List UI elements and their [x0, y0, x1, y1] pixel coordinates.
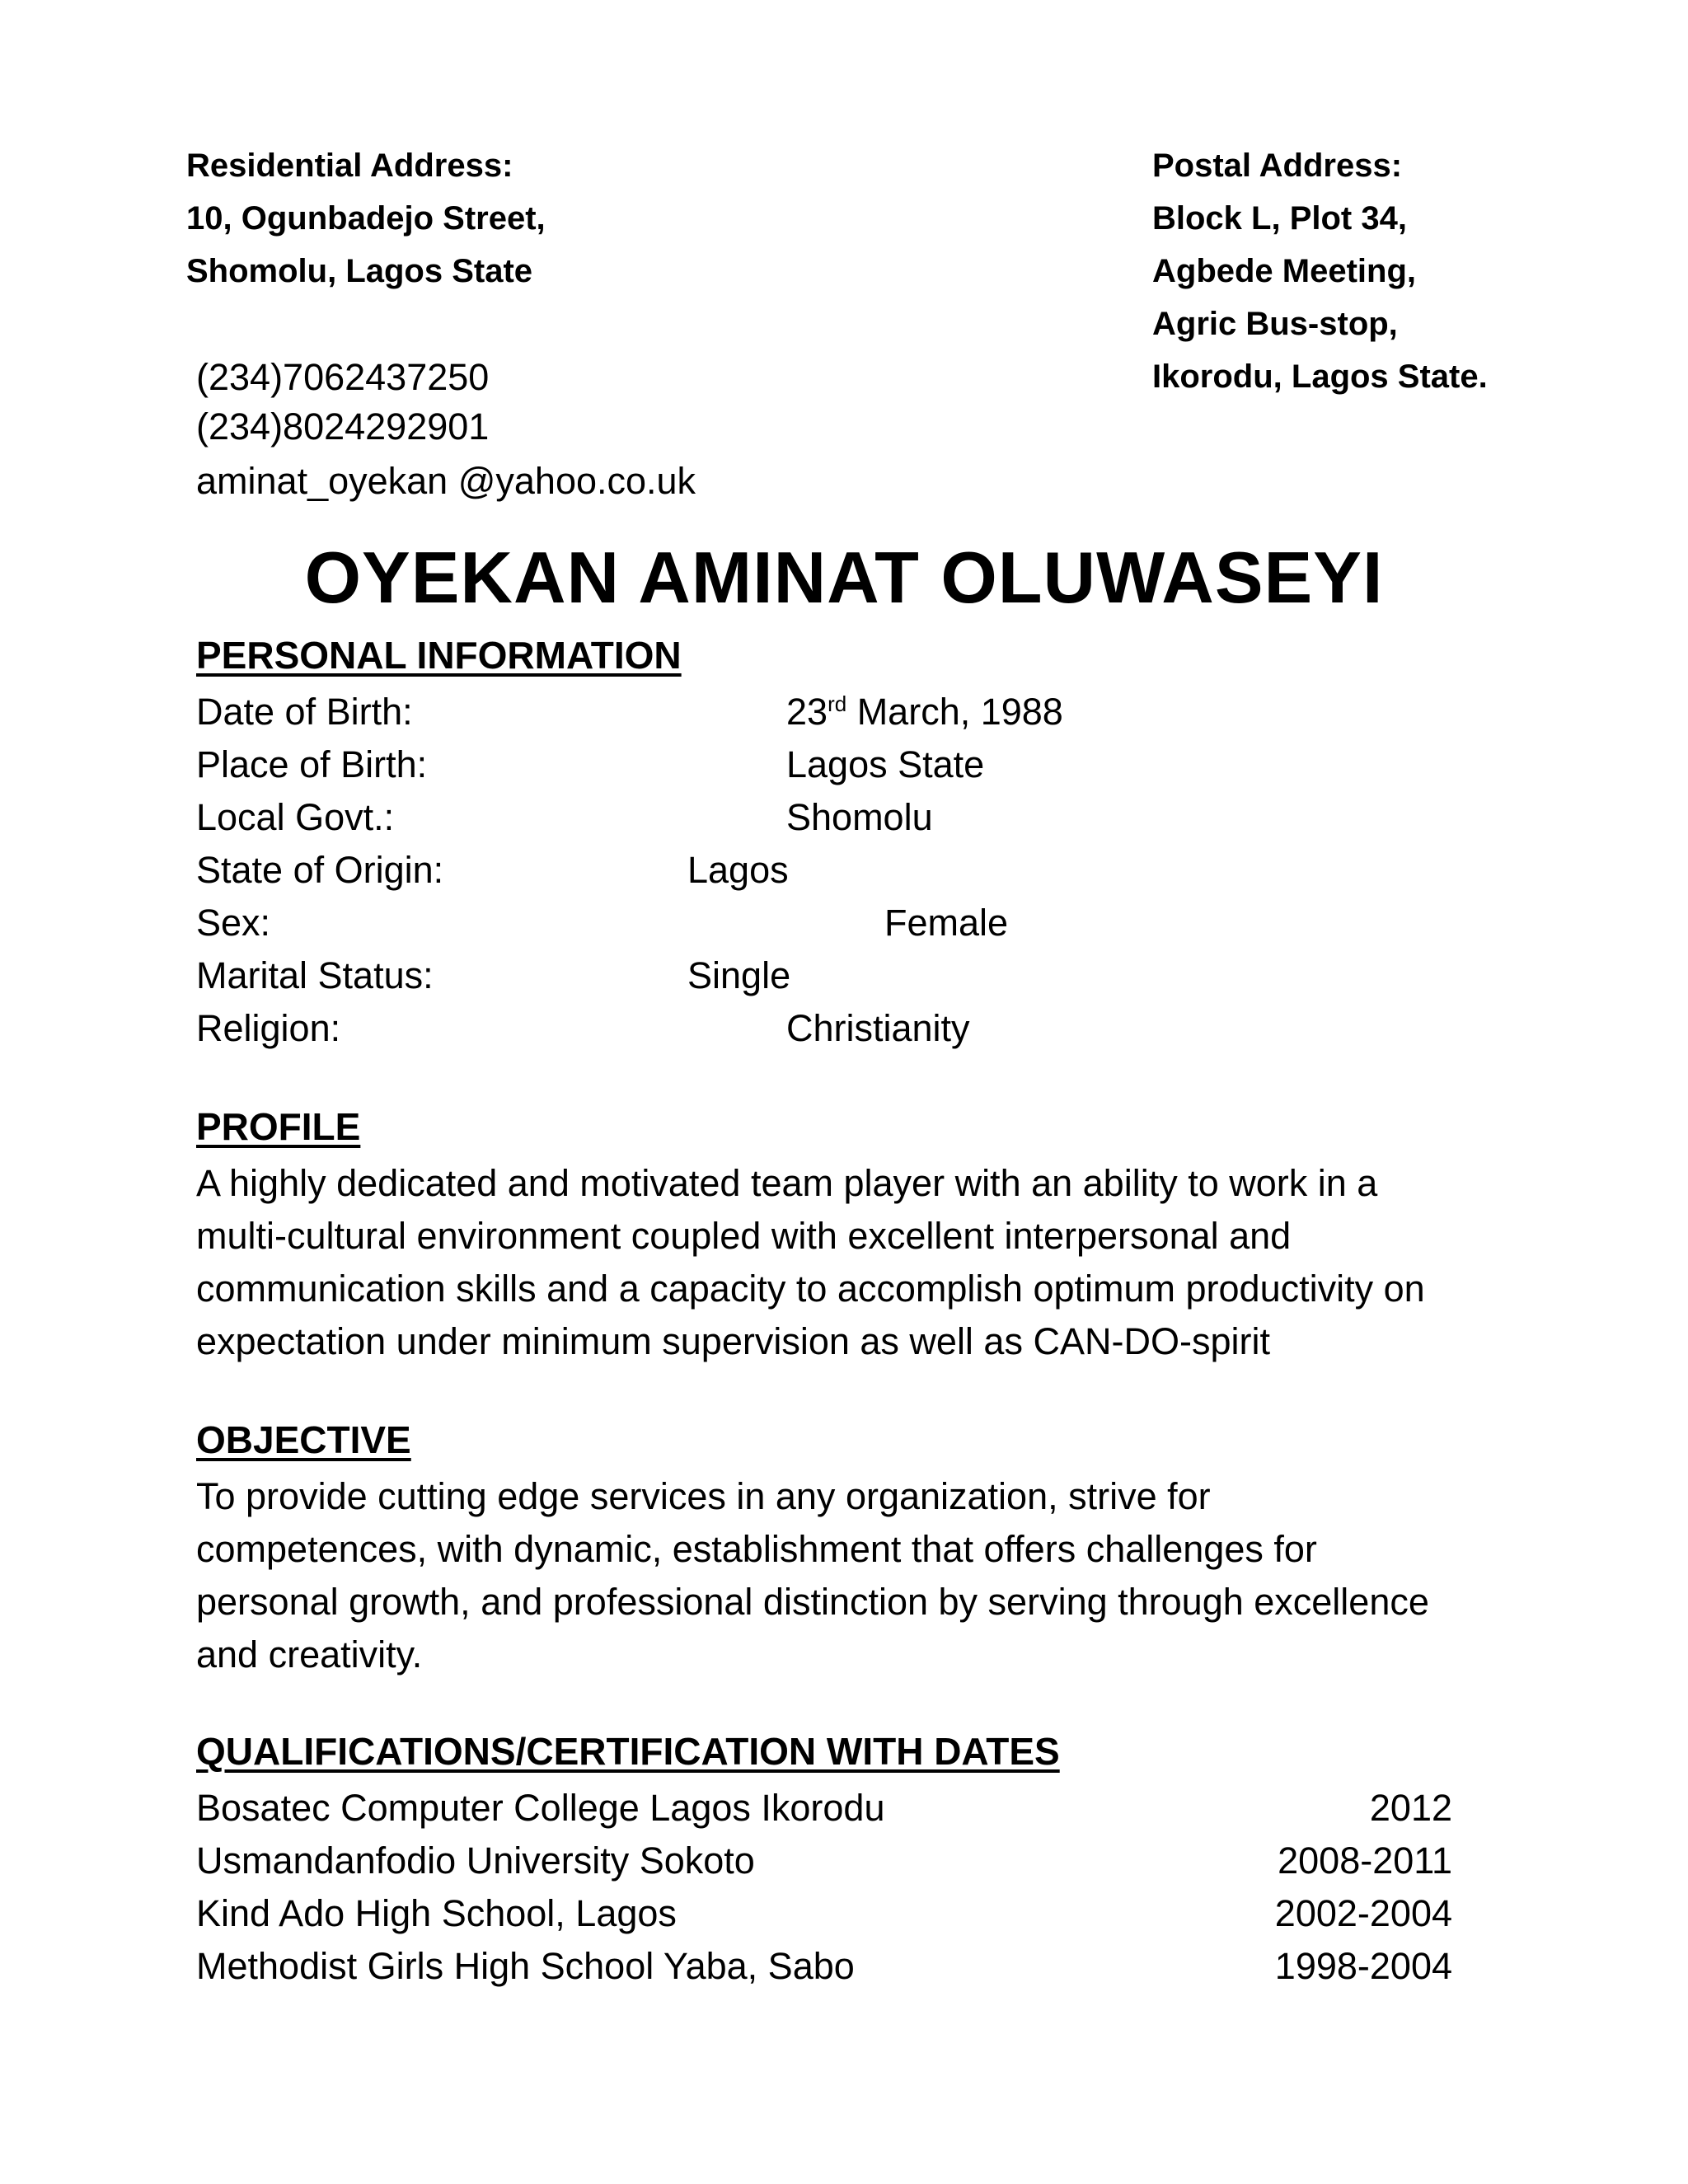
- residential-address: [186, 139, 546, 298]
- info-row-local-govt: [196, 791, 1515, 844]
- info-value: Christianity: [786, 1007, 970, 1049]
- residential-address-line: 10, Ogunbadejo Street,: [186, 200, 546, 237]
- qualification-dates: 2008-2011: [1278, 1840, 1452, 1882]
- contact-details: [196, 353, 696, 506]
- profile-heading: PROFILE: [196, 1105, 361, 1148]
- objective-line: To provide cutting edge services in any organization, strive for: [196, 1475, 1211, 1517]
- info-label: Sex:: [196, 902, 271, 944]
- qualification-row: [196, 1940, 1452, 1993]
- info-row-marital-status: [196, 949, 1515, 1002]
- info-label: Religion:: [196, 1007, 341, 1049]
- info-row-state-of-origin: [196, 844, 1515, 897]
- info-value: Lagos State: [786, 743, 985, 785]
- info-value: Single: [687, 954, 791, 996]
- qualification-row: [196, 1887, 1452, 1940]
- qualification-school: Kind Ado High School, Lagos: [196, 1892, 677, 1934]
- profile-line: A highly dedicated and motivated team player with an ability to work in a: [196, 1162, 1378, 1204]
- dob-suffix: rd: [828, 691, 847, 716]
- qualification-school: Methodist Girls High School Yaba, Sabo: [196, 1945, 855, 1987]
- objective-line: personal growth, and professional distinction by serving through excellence: [196, 1581, 1429, 1623]
- info-value: [786, 686, 1063, 738]
- dob-day: 23: [786, 691, 828, 733]
- postal-address-line: Agric Bus-stop,: [1152, 306, 1398, 342]
- objective-text: [196, 1470, 1498, 1681]
- postal-address-line: Block L, Plot 34,: [1152, 200, 1407, 237]
- qualification-school: Bosatec Computer College Lagos Ikorodu: [196, 1787, 885, 1829]
- objective-heading: OBJECTIVE: [196, 1418, 411, 1461]
- info-row-date-of-birth: [196, 686, 1515, 738]
- info-value: Female: [884, 902, 1009, 944]
- residential-address-line: Shomolu, Lagos State: [186, 253, 533, 289]
- qualification-row: [196, 1835, 1452, 1887]
- postal-address-line: Agbede Meeting,: [1152, 253, 1417, 289]
- info-row-religion: [196, 1002, 1515, 1055]
- qualification-dates: 2012: [1369, 1787, 1452, 1829]
- personal-information-heading: PERSONAL INFORMATION: [196, 634, 682, 677]
- info-row-sex: [196, 897, 1515, 949]
- phone-number: (234)8024292901: [196, 405, 490, 448]
- profile-line: communication skills and a capacity to accomplish optimum productivity on: [196, 1268, 1425, 1310]
- profile-text: [196, 1157, 1498, 1368]
- qualification-school: Usmandanfodio University Sokoto: [196, 1840, 755, 1882]
- info-label: Marital Status:: [196, 954, 434, 996]
- postal-address: [1152, 139, 1488, 403]
- info-label: Place of Birth:: [196, 743, 428, 785]
- email-address: aminat_oyekan @yahoo.co.uk: [196, 460, 696, 502]
- objective-line: competences, with dynamic, establishment that offers challenges for: [196, 1528, 1317, 1570]
- residential-address-heading: Residential Address:: [186, 148, 513, 184]
- postal-address-heading: Postal Address:: [1152, 148, 1403, 184]
- info-value: Lagos: [687, 849, 789, 891]
- qualification-dates: 1998-2004: [1274, 1945, 1452, 1987]
- info-value: Shomolu: [786, 796, 933, 838]
- profile-line: multi-cultural environment coupled with excellent interpersonal and: [196, 1215, 1292, 1257]
- postal-address-line: Ikorodu, Lagos State.: [1152, 359, 1488, 395]
- profile-line: expectation under minimum supervision as well as CAN-DO-spirit: [196, 1320, 1270, 1362]
- phone-number: (234)7062437250: [196, 356, 490, 398]
- candidate-name: OYEKAN AMINAT OLUWASEYI: [304, 537, 1384, 618]
- qualification-dates: 2002-2004: [1274, 1892, 1452, 1934]
- info-label: Date of Birth:: [196, 691, 413, 733]
- dob-rest: March, 1988: [846, 691, 1063, 733]
- info-label: Local Govt.:: [196, 796, 395, 838]
- qualification-row: [196, 1782, 1452, 1835]
- info-label: State of Origin:: [196, 849, 444, 891]
- objective-line: and creativity.: [196, 1633, 423, 1675]
- qualifications-heading: QUALIFICATIONS/CERTIFICATION WITH DATES: [196, 1730, 1060, 1773]
- info-row-place-of-birth: [196, 738, 1515, 791]
